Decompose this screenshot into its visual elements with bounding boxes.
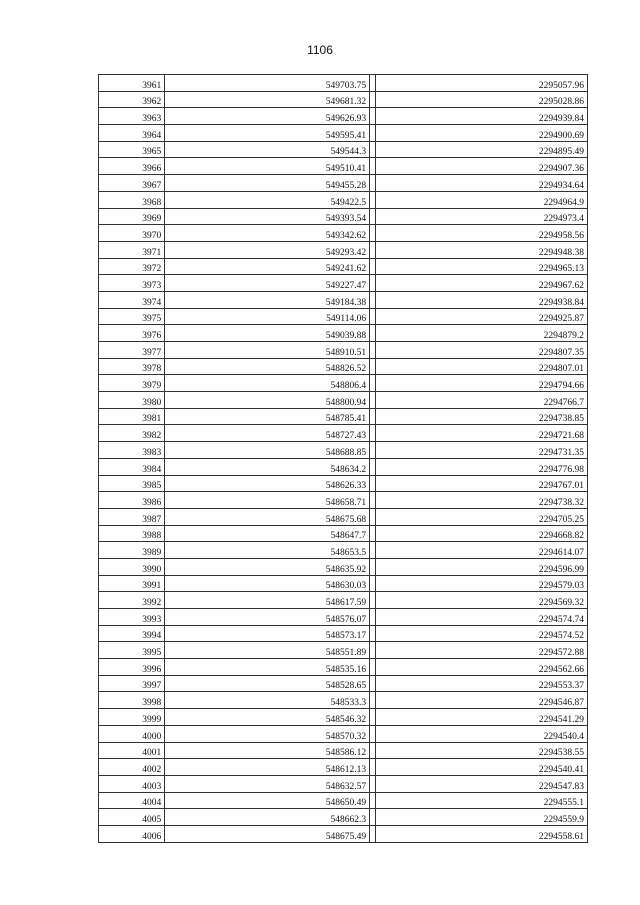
point-id-cell: 3991: [99, 575, 165, 592]
table-row: [99, 825, 588, 842]
point-id-cell: 3988: [99, 525, 165, 542]
point-id-cell: 3987: [99, 508, 165, 525]
point-id-cell: 4000: [99, 725, 165, 742]
x-coordinate-cell: 549184.38: [165, 291, 370, 308]
x-coordinate-cell: 549342.62: [165, 225, 370, 242]
x-coordinate-cell: 548727.43: [165, 425, 370, 442]
y-coordinate-cell: 2294807.35: [376, 342, 588, 359]
y-coordinate-cell: 2294546.87: [376, 692, 588, 709]
table-row: [99, 792, 588, 809]
point-id-cell: 3980: [99, 392, 165, 409]
point-id-cell: 3976: [99, 325, 165, 342]
point-id-cell: 3966: [99, 158, 165, 175]
point-id-cell: 3961: [99, 75, 165, 92]
y-coordinate-cell: 2294721.68: [376, 425, 588, 442]
y-coordinate-cell: 2294934.64: [376, 175, 588, 192]
y-coordinate-cell: 2294973.4: [376, 208, 588, 225]
x-coordinate-cell: 549114.06: [165, 308, 370, 325]
table-row: [99, 542, 588, 559]
table-row: [99, 208, 588, 225]
point-id-cell: 3967: [99, 175, 165, 192]
y-coordinate-cell: 2294964.9: [376, 191, 588, 208]
x-coordinate-cell: 548662.3: [165, 809, 370, 826]
table-row: [99, 75, 588, 92]
y-coordinate-cell: 2294907.36: [376, 158, 588, 175]
x-coordinate-cell: 548688.85: [165, 442, 370, 459]
y-coordinate-cell: 2294776.98: [376, 458, 588, 475]
y-coordinate-cell: 2294574.74: [376, 609, 588, 626]
coordinates-table: [98, 74, 588, 843]
point-id-cell: 3981: [99, 408, 165, 425]
table-row: [99, 275, 588, 292]
x-coordinate-cell: 548533.3: [165, 692, 370, 709]
table-row: [99, 675, 588, 692]
point-id-cell: 3977: [99, 342, 165, 359]
table-row: [99, 141, 588, 158]
table-row: [99, 91, 588, 108]
x-coordinate-cell: 548573.17: [165, 625, 370, 642]
point-id-cell: 3986: [99, 492, 165, 509]
table-row: [99, 158, 588, 175]
table-row: [99, 659, 588, 676]
x-coordinate-cell: 548675.68: [165, 508, 370, 525]
table-row: [99, 175, 588, 192]
x-coordinate-cell: 549626.93: [165, 108, 370, 125]
table-row: [99, 392, 588, 409]
x-coordinate-cell: 548675.49: [165, 825, 370, 842]
table-row: [99, 308, 588, 325]
y-coordinate-cell: 2294705.25: [376, 508, 588, 525]
x-coordinate-cell: 549455.28: [165, 175, 370, 192]
x-coordinate-cell: 548586.12: [165, 742, 370, 759]
y-coordinate-cell: 2294766.7: [376, 392, 588, 409]
point-id-cell: 3963: [99, 108, 165, 125]
x-coordinate-cell: 548785.41: [165, 408, 370, 425]
point-id-cell: 4003: [99, 775, 165, 792]
table-row: [99, 558, 588, 575]
x-coordinate-cell: 549681.32: [165, 91, 370, 108]
table-row: [99, 225, 588, 242]
x-coordinate-cell: 548535.16: [165, 659, 370, 676]
y-coordinate-cell: 2294555.1: [376, 792, 588, 809]
table-row: [99, 375, 588, 392]
table-row: [99, 809, 588, 826]
y-coordinate-cell: 2294562.66: [376, 659, 588, 676]
table-row: [99, 575, 588, 592]
point-id-cell: 3970: [99, 225, 165, 242]
x-coordinate-cell: 548800.94: [165, 392, 370, 409]
table-row: [99, 625, 588, 642]
y-coordinate-cell: 2294668.82: [376, 525, 588, 542]
point-id-cell: 3995: [99, 642, 165, 659]
y-coordinate-cell: 2294559.9: [376, 809, 588, 826]
point-id-cell: 4005: [99, 809, 165, 826]
y-coordinate-cell: 2294958.56: [376, 225, 588, 242]
y-coordinate-cell: 2294540.4: [376, 725, 588, 742]
x-coordinate-cell: 548612.13: [165, 759, 370, 776]
x-coordinate-cell: 548528.65: [165, 675, 370, 692]
table-row: [99, 408, 588, 425]
y-coordinate-cell: 2294558.61: [376, 825, 588, 842]
table-row: [99, 425, 588, 442]
table-row: [99, 342, 588, 359]
point-id-cell: 3962: [99, 91, 165, 108]
table-row: [99, 759, 588, 776]
y-coordinate-cell: 2294738.32: [376, 492, 588, 509]
table-row: [99, 325, 588, 342]
y-coordinate-cell: 2295057.96: [376, 75, 588, 92]
y-coordinate-cell: 2294547.83: [376, 775, 588, 792]
y-coordinate-cell: 2295028.86: [376, 91, 588, 108]
point-id-cell: 3964: [99, 125, 165, 142]
y-coordinate-cell: 2294541.29: [376, 709, 588, 726]
y-coordinate-cell: 2294879.2: [376, 325, 588, 342]
x-coordinate-cell: 549293.42: [165, 241, 370, 258]
table-row: [99, 108, 588, 125]
point-id-cell: 3965: [99, 141, 165, 158]
x-coordinate-cell: 548576.07: [165, 609, 370, 626]
x-coordinate-cell: 548570.32: [165, 725, 370, 742]
table-row: [99, 475, 588, 492]
point-id-cell: 3982: [99, 425, 165, 442]
x-coordinate-cell: 549422.5: [165, 191, 370, 208]
x-coordinate-cell: 548551.89: [165, 642, 370, 659]
point-id-cell: 3984: [99, 458, 165, 475]
y-coordinate-cell: 2294900.69: [376, 125, 588, 142]
y-coordinate-cell: 2294794.66: [376, 375, 588, 392]
x-coordinate-cell: 548650.49: [165, 792, 370, 809]
x-coordinate-cell: 549227.47: [165, 275, 370, 292]
point-id-cell: 3997: [99, 675, 165, 692]
y-coordinate-cell: 2294579.03: [376, 575, 588, 592]
point-id-cell: 3992: [99, 592, 165, 609]
table-row: [99, 709, 588, 726]
y-coordinate-cell: 2294596.99: [376, 558, 588, 575]
table-row: [99, 692, 588, 709]
y-coordinate-cell: 2294574.52: [376, 625, 588, 642]
y-coordinate-cell: 2294614.07: [376, 542, 588, 559]
point-id-cell: 3979: [99, 375, 165, 392]
point-id-cell: 3990: [99, 558, 165, 575]
point-id-cell: 3998: [99, 692, 165, 709]
x-coordinate-cell: 548658.71: [165, 492, 370, 509]
point-id-cell: 3996: [99, 659, 165, 676]
coordinates-table-body: [99, 75, 588, 843]
point-id-cell: 3993: [99, 609, 165, 626]
table-row: [99, 775, 588, 792]
table-row: [99, 241, 588, 258]
table-row: [99, 592, 588, 609]
table-row: [99, 525, 588, 542]
y-coordinate-cell: 2294538.55: [376, 742, 588, 759]
table-row: [99, 291, 588, 308]
y-coordinate-cell: 2294925.87: [376, 308, 588, 325]
y-coordinate-cell: 2294553.37: [376, 675, 588, 692]
point-id-cell: 4004: [99, 792, 165, 809]
y-coordinate-cell: 2294965.13: [376, 258, 588, 275]
x-coordinate-cell: 548634.2: [165, 458, 370, 475]
table-row: [99, 642, 588, 659]
y-coordinate-cell: 2294738.85: [376, 408, 588, 425]
y-coordinate-cell: 2294572.88: [376, 642, 588, 659]
x-coordinate-cell: 548546.32: [165, 709, 370, 726]
point-id-cell: 3975: [99, 308, 165, 325]
x-coordinate-cell: 549039.88: [165, 325, 370, 342]
table-row: [99, 609, 588, 626]
x-coordinate-cell: 549595.41: [165, 125, 370, 142]
point-id-cell: 3969: [99, 208, 165, 225]
point-id-cell: 3968: [99, 191, 165, 208]
table-row: [99, 191, 588, 208]
x-coordinate-cell: 548806.4: [165, 375, 370, 392]
x-coordinate-cell: 549703.75: [165, 75, 370, 92]
y-coordinate-cell: 2294540.41: [376, 759, 588, 776]
point-id-cell: 3983: [99, 442, 165, 459]
point-id-cell: 3978: [99, 358, 165, 375]
x-coordinate-cell: 548647.7: [165, 525, 370, 542]
y-coordinate-cell: 2294807.01: [376, 358, 588, 375]
y-coordinate-cell: 2294939.84: [376, 108, 588, 125]
x-coordinate-cell: 548826.52: [165, 358, 370, 375]
y-coordinate-cell: 2294948.38: [376, 241, 588, 258]
y-coordinate-cell: 2294569.32: [376, 592, 588, 609]
table-row: [99, 258, 588, 275]
x-coordinate-cell: 549393.54: [165, 208, 370, 225]
point-id-cell: 4002: [99, 759, 165, 776]
point-id-cell: 3994: [99, 625, 165, 642]
x-coordinate-cell: 548653.5: [165, 542, 370, 559]
x-coordinate-cell: 548632.57: [165, 775, 370, 792]
y-coordinate-cell: 2294967.62: [376, 275, 588, 292]
point-id-cell: 4001: [99, 742, 165, 759]
table-row: [99, 492, 588, 509]
x-coordinate-cell: 548617.59: [165, 592, 370, 609]
x-coordinate-cell: 548635.92: [165, 558, 370, 575]
point-id-cell: 3972: [99, 258, 165, 275]
table-row: [99, 442, 588, 459]
point-id-cell: 4006: [99, 825, 165, 842]
table-row: [99, 458, 588, 475]
table-row: [99, 508, 588, 525]
table-row: [99, 125, 588, 142]
x-coordinate-cell: 549544.3: [165, 141, 370, 158]
y-coordinate-cell: 2294767.01: [376, 475, 588, 492]
table-row: [99, 358, 588, 375]
y-coordinate-cell: 2294895.49: [376, 141, 588, 158]
y-coordinate-cell: 2294731.35: [376, 442, 588, 459]
point-id-cell: 3974: [99, 291, 165, 308]
y-coordinate-cell: 2294938.84: [376, 291, 588, 308]
x-coordinate-cell: 548910.51: [165, 342, 370, 359]
x-coordinate-cell: 549241.62: [165, 258, 370, 275]
table-row: [99, 725, 588, 742]
x-coordinate-cell: 549510.41: [165, 158, 370, 175]
point-id-cell: 3989: [99, 542, 165, 559]
x-coordinate-cell: 548626.33: [165, 475, 370, 492]
point-id-cell: 3999: [99, 709, 165, 726]
point-id-cell: 3971: [99, 241, 165, 258]
point-id-cell: 3973: [99, 275, 165, 292]
page-number: 1106: [307, 43, 333, 57]
point-id-cell: 3985: [99, 475, 165, 492]
table-row: [99, 742, 588, 759]
x-coordinate-cell: 548630.03: [165, 575, 370, 592]
